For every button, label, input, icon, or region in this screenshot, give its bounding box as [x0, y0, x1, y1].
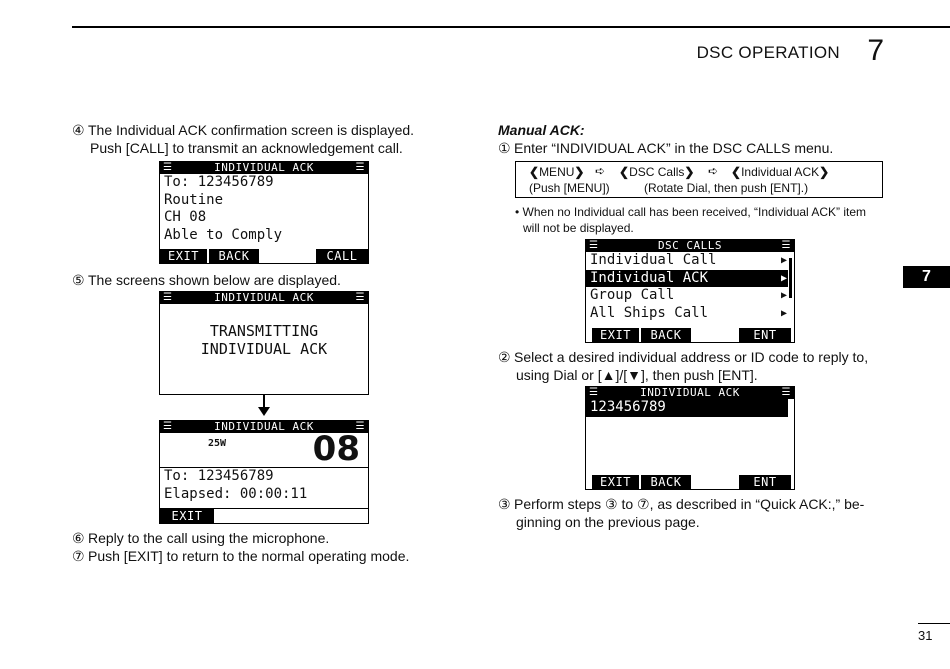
ent-softkey: ENT [739, 475, 791, 489]
step-4 [72, 121, 414, 157]
chevron-right-icon: ❯ [819, 165, 830, 179]
header-rule [72, 26, 950, 28]
ent-softkey: ENT [739, 328, 791, 342]
chevron-right-icon: ❯ [574, 165, 585, 179]
lcd-title-bar [160, 292, 368, 304]
call-softkey: CALL [316, 249, 368, 263]
arrow-right-icon: ▶ [780, 290, 787, 301]
menu-icon: ☰ [355, 292, 365, 303]
back-softkey: BACK [209, 249, 259, 263]
lcd-line: Able to Comply [164, 226, 283, 243]
menu-item-all-ships-call: All Ships Call ▶ [590, 304, 787, 321]
step-number: ⑦ [72, 548, 85, 564]
lcd-confirm-screen [159, 161, 369, 264]
lcd-dsc-calls-menu [585, 239, 795, 343]
chapter-number: 7 [867, 34, 884, 67]
step-text: The screens shown below are displayed. [88, 272, 341, 288]
exit-softkey: EXIT [592, 475, 639, 489]
chevron-right-icon: ❯ [684, 165, 695, 179]
arrow-down-icon [258, 407, 270, 416]
step-text: Enter “INDIVIDUAL ACK” in the DSC CALLS menu. [514, 140, 834, 156]
step-3 [498, 495, 864, 531]
menu-item-individual-ack: Individual ACK ▶ [586, 270, 788, 288]
chevron-left-icon: ❮ [619, 165, 630, 179]
step-text-cont: ginning on the previous page. [516, 514, 700, 530]
menu-icon: ☰ [163, 162, 173, 173]
step-text: Perform steps ③ to ⑦, as described in “Quick ACK:,” be- [514, 496, 865, 512]
menu-icon: ☰ [163, 421, 173, 432]
menu-icon: ☰ [589, 387, 599, 398]
step-7 [72, 547, 409, 565]
section-title: DSC OPERATION [696, 43, 840, 62]
power-level: 25W [208, 438, 227, 449]
step-number: ② [498, 349, 511, 365]
lcd-title-bar [586, 240, 794, 252]
note-text-cont: will not be displayed. [523, 221, 634, 235]
menu-key: MENU [539, 165, 575, 179]
subsection-heading: Manual ACK: [498, 122, 585, 138]
step-number: ① [498, 140, 511, 156]
menu-icon: ☰ [355, 162, 365, 173]
step-2 [498, 348, 868, 384]
lcd-title-bar [586, 387, 794, 399]
exit-softkey: EXIT [592, 328, 639, 342]
step-text: Reply to the call using the microphone. [88, 530, 330, 546]
rotate-dial-note: (Rotate Dial, then push [ENT].) [644, 181, 809, 195]
selected-address: 123456789 [586, 399, 788, 417]
step-text-cont: using Dial or [▲]/[▼], then push [ENT]. [516, 367, 758, 383]
step-text: Push [EXIT] to return to the normal operating mode. [88, 548, 410, 564]
menu-icon: ☰ [781, 387, 791, 398]
lcd-title-bar [160, 162, 368, 174]
push-menu-note: (Push [MENU]) [529, 181, 610, 195]
footer-rule [918, 623, 950, 624]
step-6 [72, 529, 329, 547]
step-1 [498, 139, 833, 157]
individual-ack-key: Individual ACK [741, 165, 820, 179]
lcd-title: INDIVIDUAL ACK [214, 291, 314, 304]
lcd-line: Elapsed: 00:00:11 [164, 485, 308, 502]
channel-number: 08 [312, 429, 360, 469]
chevron-left-icon: ❮ [529, 165, 540, 179]
menu-icon: ☰ [355, 421, 365, 432]
menu-icon: ☰ [781, 240, 791, 251]
arrow-right-icon: ▶ [780, 307, 787, 319]
scrollbar [789, 258, 792, 298]
lcd-line: INDIVIDUAL ACK [200, 340, 328, 358]
menu-icon: ☰ [163, 292, 173, 303]
step-number: ⑥ [72, 530, 85, 546]
step-text: The Individual ACK confirmation screen is displayed. [88, 122, 415, 138]
lcd-line: To: 123456789 [164, 174, 274, 190]
menu-icon: ☰ [589, 240, 599, 251]
lcd-title: INDIVIDUAL ACK [640, 386, 740, 399]
step-number: ③ [498, 496, 511, 512]
dsc-calls-key: DSC Calls [629, 165, 685, 179]
chapter-tab: 7 [903, 266, 950, 288]
page-number: 31 [918, 628, 933, 643]
lcd-address-select [585, 386, 795, 490]
exit-softkey: EXIT [160, 509, 214, 523]
back-softkey: BACK [641, 328, 691, 342]
lcd-title: DSC CALLS [657, 239, 723, 252]
step-number: ④ [72, 122, 85, 138]
lcd-elapsed-screen [159, 420, 369, 524]
menu-item-individual-call: Individual Call ▶ [590, 252, 787, 268]
menu-item-group-call: Group Call ▶ [590, 287, 787, 303]
step-text-cont: Push [CALL] to transmit an acknowledgement call. [90, 140, 403, 156]
step-text: Select a desired individual address or ID code to reply to, [514, 349, 869, 365]
lcd-transmitting-screen [159, 291, 369, 395]
lcd-title: INDIVIDUAL ACK [214, 420, 314, 433]
chevron-left-icon: ❮ [731, 165, 742, 179]
exit-softkey: EXIT [160, 249, 207, 263]
step-number: ⑤ [72, 272, 85, 288]
step-5 [72, 271, 341, 289]
key-sequence-box [515, 161, 883, 198]
lcd-title: INDIVIDUAL ACK [214, 161, 314, 174]
lcd-line: TRANSMITTING [209, 322, 319, 340]
note [515, 204, 866, 236]
arrow-right-icon: ➪ [708, 164, 719, 178]
lcd-line: Routine [164, 191, 224, 208]
arrow-right-icon: ▶ [780, 272, 787, 284]
arrow-right-icon: ▶ [780, 255, 787, 266]
arrow-right-icon: ➪ [595, 164, 606, 178]
back-softkey: BACK [641, 475, 691, 489]
lcd-line: CH 08 [164, 209, 207, 225]
note-text: • When no Individual call has been received, “Individual ACK” item [515, 205, 867, 219]
lcd-line: To: 123456789 [164, 468, 274, 484]
